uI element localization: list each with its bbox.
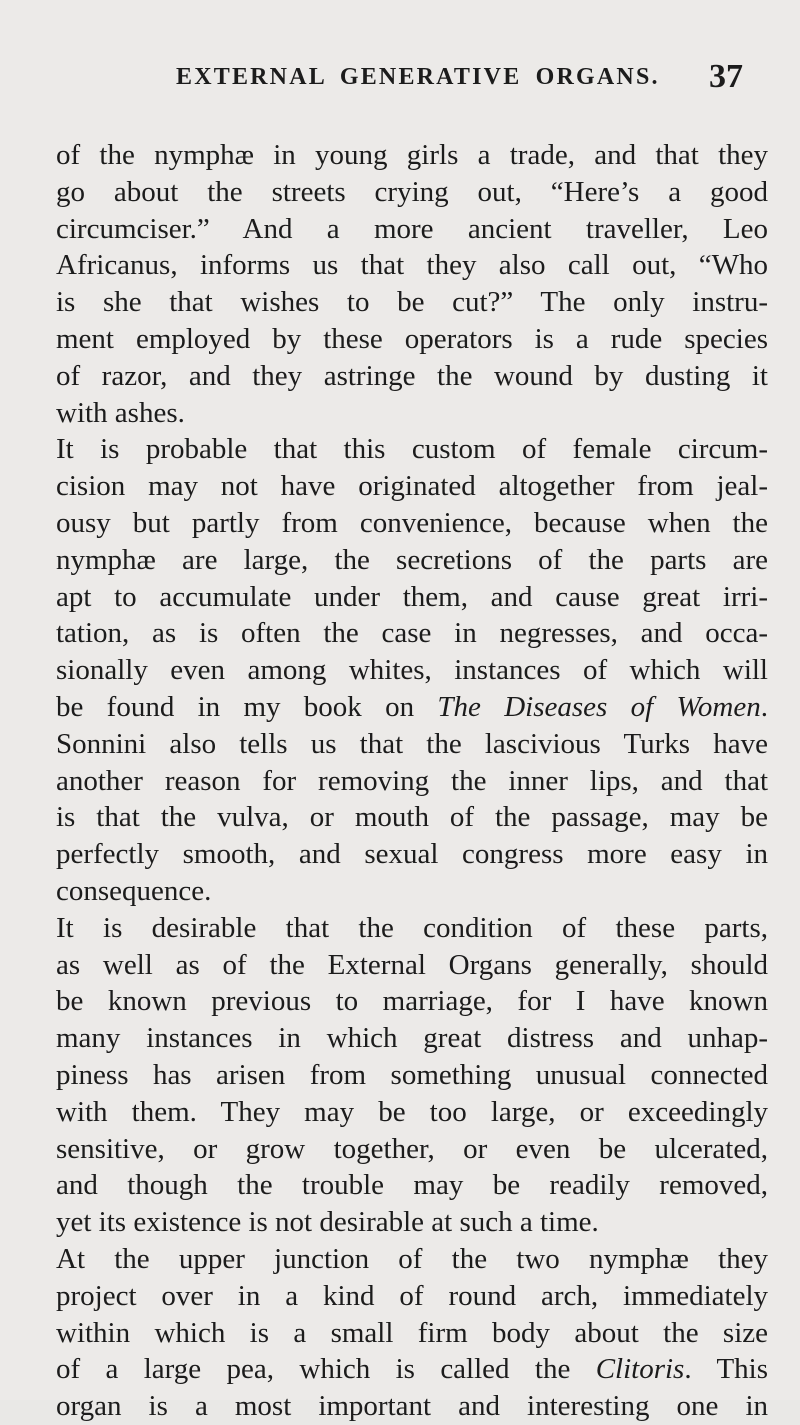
text-line: sensitive, or grow together, or even be ulcerated, — [56, 1132, 768, 1165]
paragraph-start-line: It is probable that this custom of female circum- — [56, 433, 768, 466]
text-line: apt to accumulate under them, and cause great irri- — [56, 580, 768, 613]
text-line: circumciser.” And a more ancient traveller, Leo — [56, 212, 768, 245]
text-line: cision may not have originated altogether from jeal- — [56, 470, 768, 503]
italic-term: Clitoris — [595, 1353, 685, 1386]
body-text — [56, 137, 768, 1425]
text-line: many instances in which great distress and unhap- — [56, 1022, 768, 1055]
text-line: yet its existence is not desirable at such a time. — [56, 1206, 599, 1239]
text-line: as well as of the External Organs generally, should — [56, 948, 768, 981]
running-title: EXTERNAL GENERATIVE ORGANS. — [176, 64, 660, 90]
text-line: ousy but partly from convenience, because when the — [56, 506, 768, 539]
text-line: of the nymphæ in young girls a trade, and that they — [56, 139, 768, 171]
text-line: go about the streets crying out, “Here’s a good — [56, 175, 768, 208]
text-line: another reason for removing the inner lips, and that — [56, 764, 768, 797]
paragraph-start-line: It is desirable that the condition of these parts, — [56, 911, 768, 944]
text-line: piness has arisen from something unusual connected — [56, 1058, 768, 1091]
text-line: perfectly smooth, and sexual congress more easy in — [56, 838, 768, 871]
text-line: is she that wishes to be cut?” The only instru- — [56, 286, 768, 319]
text-line: project over in a kind of round arch, immediately — [56, 1279, 768, 1312]
text-line: consequence. — [56, 874, 212, 907]
text-line: with ashes. — [56, 396, 185, 429]
text-line: within which is a small firm body about the size — [56, 1316, 768, 1349]
text-line: sionally even among whites, instances of which will — [56, 654, 768, 687]
text-line: tation, as is often the case in negresses, and occa- — [56, 617, 768, 650]
paragraph-start-line: At the upper junction of the two nymphæ they — [56, 1242, 768, 1275]
italic-term: The Diseases of Women — [437, 690, 761, 723]
text-line-with-book-title: be found in my book on The Diseases of Women. — [56, 690, 768, 723]
text-line: Africanus, informs us that they also call out, “Who — [56, 249, 768, 282]
text-line: organ is a most important and interesting one in — [56, 1390, 768, 1423]
text-line-with-term: of a large pea, which is called the Clitoris. This — [56, 1353, 769, 1386]
text-line: ment employed by these operators is a rude species — [56, 322, 768, 355]
page-header — [0, 58, 800, 102]
text-line: and though the trouble may be readily removed, — [56, 1169, 768, 1202]
text-line: with them. They may be too large, or exceedingly — [56, 1095, 768, 1128]
page-number: 37 — [709, 58, 743, 95]
text-line: nymphæ are large, the secretions of the parts are — [56, 543, 768, 576]
text-line: of razor, and they astringe the wound by dusting it — [56, 359, 768, 392]
text-line: be known previous to marriage, for I have known — [56, 985, 768, 1018]
text-line: is that the vulva, or mouth of the passage, may be — [56, 801, 768, 834]
text-line: Sonnini also tells us that the lascivious Turks have — [56, 727, 768, 760]
